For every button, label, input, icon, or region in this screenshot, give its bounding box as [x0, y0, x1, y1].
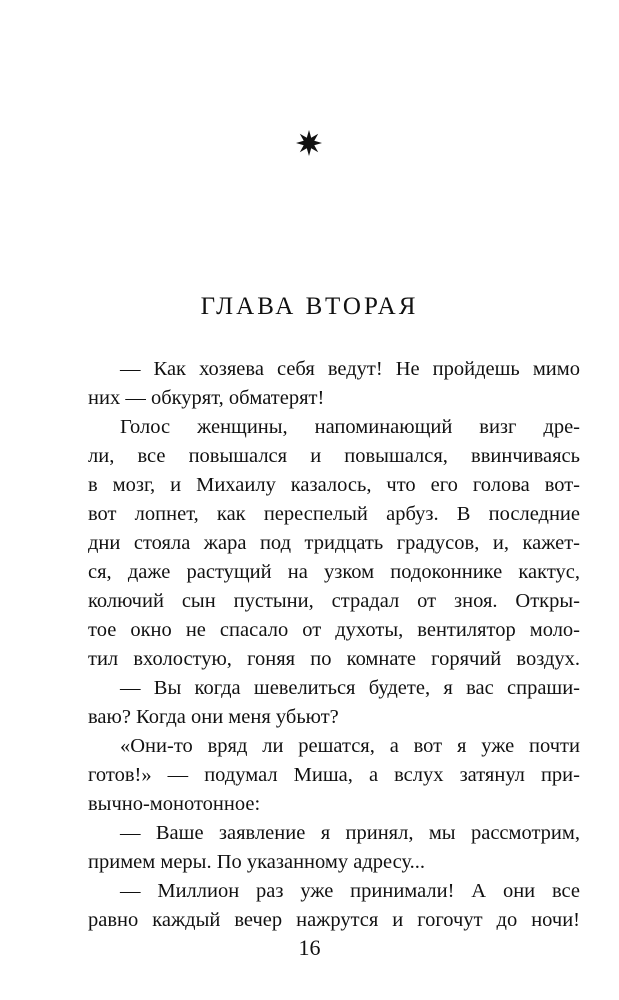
- text-line: вот лопнет, как переспелый арбуз. В последние: [88, 503, 580, 525]
- text-line: тил вхолостую, гоняя по комнате горячий воздух.: [88, 648, 580, 670]
- text-line: ся, даже растущий на узком подоконнике кактус,: [88, 561, 580, 583]
- text-line: колючий сын пустыни, страдал от зноя. Откры-: [88, 590, 580, 612]
- body-text: [88, 355, 580, 935]
- text-line: «Они-то вряд ли решатся, а вот я уже почти: [120, 735, 580, 757]
- text-line: — Вы когда шевелиться будете, я вас спраши-: [120, 677, 580, 699]
- text-line: Голос женщины, напоминающий визг дре-: [120, 416, 580, 438]
- text-line: — Ваше заявление я принял, мы рассмотрим,: [120, 822, 580, 844]
- text-line: тое окно не спасало от духоты, вентилятор моло-: [88, 619, 580, 641]
- eight-point-star-icon: [295, 129, 323, 157]
- page-number: 16: [298, 935, 321, 960]
- text-line: — Миллион раз уже принимали! А они все: [120, 880, 580, 902]
- text-line: в мозг, и Михаилу казалось, что его голова вот-: [88, 474, 580, 496]
- text-line: дни стояла жара под тридцать градусов, и, кажет-: [88, 532, 580, 554]
- text-line: вычно-монотонное:: [88, 793, 261, 815]
- text-line: них — обкурят, обматерят!: [88, 387, 325, 409]
- text-line: готов!» — подумал Миша, а вслух затянул при-: [88, 764, 580, 786]
- text-line: ли, все повышался и повышался, ввинчиваясь: [88, 445, 580, 467]
- text-line: равно каждый вечер нажрутся и гогочут до ночи!: [88, 909, 580, 931]
- ornament-star-icon: [295, 129, 323, 157]
- text-line: ваю? Когда они меня убьют?: [88, 706, 339, 728]
- text-line: примем меры. По указанному адресу...: [88, 851, 426, 873]
- chapter-title: ГЛАВА ВТОРАЯ: [200, 293, 419, 320]
- text-line: — Как хозяева себя ведут! Не пройдешь мимо: [120, 358, 580, 380]
